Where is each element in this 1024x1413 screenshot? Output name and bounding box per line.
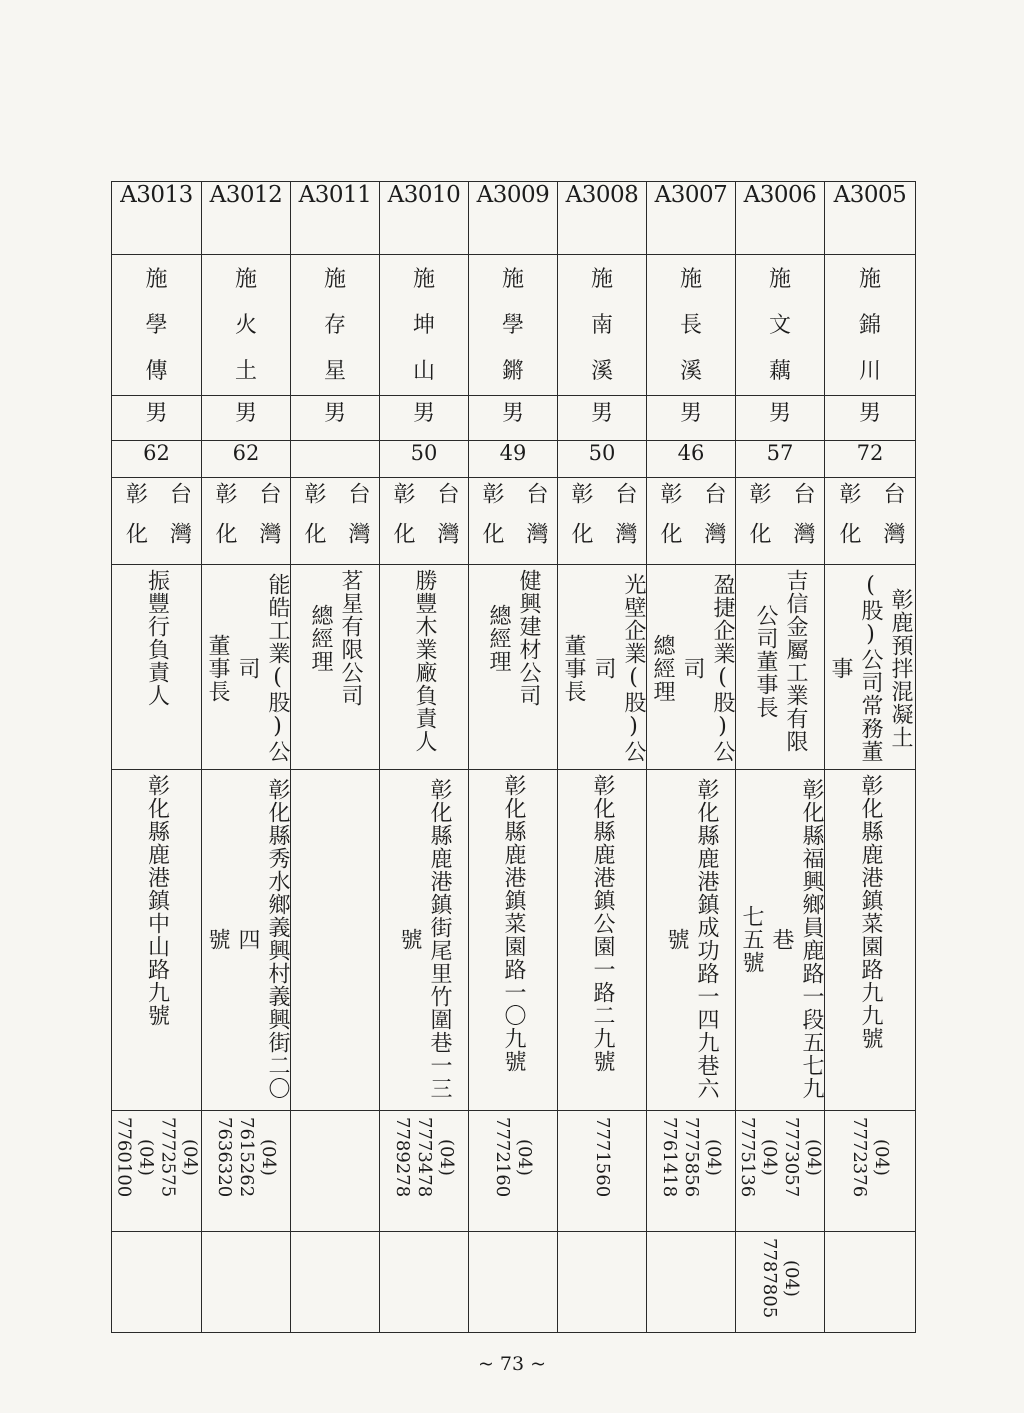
member-age: 57 xyxy=(766,441,794,465)
fax-cell xyxy=(202,1232,291,1333)
origin-cell xyxy=(558,478,647,565)
origin-province: 台灣 xyxy=(880,482,905,562)
origin-province: 台灣 xyxy=(701,482,726,562)
member-sex: 男 xyxy=(501,401,524,426)
member-name xyxy=(202,255,290,395)
member-title: 振豐行負責人 xyxy=(144,569,170,707)
name-char: 施 xyxy=(323,267,346,292)
member-name xyxy=(647,255,735,395)
name-char: 施 xyxy=(768,267,791,292)
origin-columns xyxy=(825,478,915,562)
name-cell xyxy=(112,255,202,396)
member-phone: (04) 7772376 xyxy=(849,1117,892,1198)
origin-county: 彰化 xyxy=(212,482,237,562)
age-cell xyxy=(825,441,916,478)
title-cell xyxy=(647,565,736,770)
origin-cell xyxy=(380,478,469,565)
name-char: 星 xyxy=(323,359,346,384)
name-char: 施 xyxy=(412,267,435,292)
name-cell xyxy=(380,255,469,396)
member-phone: (04) 7772575 (04) 7760100 xyxy=(113,1117,201,1198)
name-char: 施 xyxy=(858,267,881,292)
origin-province: 台灣 xyxy=(256,482,281,562)
origin-province: 台灣 xyxy=(612,482,637,562)
sex-cell xyxy=(291,396,380,441)
member-age: 49 xyxy=(499,441,527,465)
address-cell xyxy=(558,770,647,1111)
fax-cell xyxy=(647,1232,736,1333)
origin-county: 彰化 xyxy=(479,482,504,562)
name-char: 藕 xyxy=(768,359,791,384)
address-cell xyxy=(291,770,380,1111)
sex-cell xyxy=(825,396,916,441)
member-name xyxy=(736,255,824,395)
page-number: ~ 73 ~ xyxy=(477,1353,547,1375)
member-age: 46 xyxy=(677,441,705,465)
title-cell xyxy=(736,565,825,770)
title-row xyxy=(112,565,916,770)
name-cell xyxy=(291,255,380,396)
phone-cell xyxy=(291,1111,380,1232)
origin-county: 彰化 xyxy=(746,482,771,562)
sex-cell xyxy=(380,396,469,441)
member-age: 62 xyxy=(143,441,170,465)
member-address: 彰化縣鹿港鎮公園一路二九號 xyxy=(590,774,615,1073)
fax-cell xyxy=(291,1232,380,1333)
origin-county: 彰化 xyxy=(301,482,326,562)
name-cell xyxy=(647,255,736,396)
origin-cell xyxy=(291,478,380,565)
fax-cell xyxy=(112,1232,202,1333)
fax-cell xyxy=(469,1232,558,1333)
member-id-cell xyxy=(558,182,647,255)
origin-province: 台灣 xyxy=(345,482,370,562)
member-id-cell xyxy=(112,182,202,255)
member-name xyxy=(380,255,468,395)
origin-county: 彰化 xyxy=(657,482,682,562)
member-sex: 男 xyxy=(590,401,613,426)
member-id: A3012 xyxy=(209,182,283,208)
age-cell xyxy=(469,441,558,478)
address-row xyxy=(112,770,916,1111)
member-phone: (04) 7772160 xyxy=(492,1117,535,1198)
member-id: A3009 xyxy=(476,182,550,208)
member-title: 健興建材公司 總經理 xyxy=(486,569,541,707)
title-cell xyxy=(469,565,558,770)
age-cell xyxy=(202,441,291,478)
id-row xyxy=(112,182,916,255)
address-cell xyxy=(825,770,916,1111)
origin-county: 彰化 xyxy=(568,482,593,562)
origin-cell xyxy=(469,478,558,565)
fax-row xyxy=(112,1232,916,1333)
member-title: 茗星有限公司 總經理 xyxy=(308,569,363,707)
member-sex: 男 xyxy=(145,401,168,426)
member-id: A3010 xyxy=(387,182,461,208)
title-cell xyxy=(825,565,916,770)
address-cell xyxy=(647,770,736,1111)
name-char: 南 xyxy=(590,313,613,338)
origin-columns xyxy=(380,478,468,562)
fax-cell xyxy=(825,1232,916,1333)
phone-cell xyxy=(647,1111,736,1232)
origin-province: 台灣 xyxy=(166,482,192,562)
phone-row xyxy=(112,1111,916,1232)
member-id-cell xyxy=(647,182,736,255)
title-cell xyxy=(380,565,469,770)
member-id-cell xyxy=(469,182,558,255)
member-id-cell xyxy=(202,182,291,255)
name-cell xyxy=(469,255,558,396)
origin-columns xyxy=(736,478,824,562)
address-cell xyxy=(380,770,469,1111)
name-cell xyxy=(558,255,647,396)
name-char: 施 xyxy=(501,267,524,292)
origin-county: 彰化 xyxy=(122,482,148,562)
sex-cell xyxy=(558,396,647,441)
origin-columns xyxy=(558,478,646,562)
fax-cell xyxy=(558,1232,647,1333)
name-row xyxy=(112,255,916,396)
phone-cell xyxy=(558,1111,647,1232)
member-table xyxy=(111,181,916,1333)
member-address: 彰化縣福興鄉員鹿路一段五七九巷 七五號 xyxy=(739,778,824,1100)
member-sex: 男 xyxy=(768,401,791,426)
title-cell xyxy=(291,565,380,770)
name-cell xyxy=(202,255,291,396)
member-title: 勝豐木業廠負責人 xyxy=(412,569,437,753)
origin-columns xyxy=(647,478,735,562)
fax-cell xyxy=(380,1232,469,1333)
age-cell xyxy=(112,441,202,478)
name-char: 施 xyxy=(679,267,702,292)
member-sex: 男 xyxy=(858,401,881,426)
member-name xyxy=(558,255,646,395)
sex-cell xyxy=(469,396,558,441)
member-address: 彰化縣鹿港鎮菜園路九九號 xyxy=(858,774,883,1050)
member-title: 能皓工業(股)公司 董事長 xyxy=(205,573,290,763)
origin-cell xyxy=(647,478,736,565)
age-cell xyxy=(736,441,825,478)
name-char: 錦 xyxy=(858,313,881,338)
origin-county: 彰化 xyxy=(836,482,861,562)
name-cell xyxy=(825,255,916,396)
member-address: 彰化縣鹿港鎮中山路九號 xyxy=(144,774,170,1027)
address-cell xyxy=(736,770,825,1111)
member-address: 彰化縣鹿港鎮成功路一四九巷六號 xyxy=(664,778,719,1100)
member-name xyxy=(112,255,201,395)
name-char: 傳 xyxy=(145,359,168,384)
age-cell xyxy=(380,441,469,478)
origin-cell xyxy=(736,478,825,565)
member-address: 彰化縣鹿港鎮街尾里竹圍巷一三號 xyxy=(397,778,452,1100)
member-sex: 男 xyxy=(412,401,435,426)
name-char: 土 xyxy=(234,359,257,384)
name-cell xyxy=(736,255,825,396)
age-cell xyxy=(558,441,647,478)
member-fax: (04) 7787805 xyxy=(759,1238,802,1319)
name-char: 施 xyxy=(145,267,168,292)
member-id: A3013 xyxy=(120,182,193,208)
title-cell xyxy=(202,565,291,770)
member-phone: (04) 7775856 7761418 xyxy=(659,1117,724,1198)
name-char: 施 xyxy=(234,267,257,292)
address-cell xyxy=(202,770,291,1111)
sex-cell xyxy=(202,396,291,441)
address-cell xyxy=(469,770,558,1111)
member-id: A3011 xyxy=(298,182,372,208)
name-char: 川 xyxy=(858,359,881,384)
name-char: 長 xyxy=(679,313,702,338)
member-title: 光壁企業(股)公司 董事長 xyxy=(561,573,646,763)
phone-cell xyxy=(380,1111,469,1232)
age-row xyxy=(112,441,916,478)
name-char: 施 xyxy=(590,267,613,292)
member-id-cell xyxy=(380,182,469,255)
member-id: A3005 xyxy=(833,182,907,208)
member-id-cell xyxy=(825,182,916,255)
member-age: 50 xyxy=(588,441,616,465)
member-id: A3006 xyxy=(743,182,817,208)
phone-cell xyxy=(202,1111,291,1232)
member-address: 彰化縣鹿港鎮菜園路一〇九號 xyxy=(501,774,526,1073)
member-id: A3008 xyxy=(565,182,639,208)
sex-row xyxy=(112,396,916,441)
member-phone: (04) 7615262 7636320 xyxy=(214,1117,279,1198)
sex-cell xyxy=(647,396,736,441)
name-char: 存 xyxy=(323,313,346,338)
title-cell xyxy=(558,565,647,770)
member-sex: 男 xyxy=(234,401,257,426)
name-char: 坤 xyxy=(412,313,435,338)
phone-cell xyxy=(736,1111,825,1232)
member-phone: (04) 7773478 7789278 xyxy=(392,1117,457,1198)
phone-cell xyxy=(469,1111,558,1232)
member-address: 彰化縣秀水鄉義興村義興街二〇四 號 xyxy=(205,778,290,1100)
fax-cell xyxy=(736,1232,825,1333)
origin-county: 彰化 xyxy=(390,482,415,562)
origin-province: 台灣 xyxy=(790,482,815,562)
origin-columns xyxy=(202,478,290,562)
member-name xyxy=(825,255,915,395)
sex-cell xyxy=(736,396,825,441)
age-cell xyxy=(291,441,380,478)
member-title: 盈捷企業(股)公司 總經理 xyxy=(650,573,735,763)
origin-columns xyxy=(291,478,379,562)
member-sex: 男 xyxy=(323,401,346,426)
member-phone: 7771560 xyxy=(592,1117,613,1198)
address-cell xyxy=(112,770,202,1111)
phone-cell xyxy=(825,1111,916,1232)
member-name xyxy=(291,255,379,395)
member-id-cell xyxy=(736,182,825,255)
phone-cell xyxy=(112,1111,202,1232)
member-sex: 男 xyxy=(679,401,702,426)
origin-province: 台灣 xyxy=(523,482,548,562)
name-char: 溪 xyxy=(590,359,613,384)
name-char: 山 xyxy=(412,359,435,384)
origin-cell xyxy=(825,478,916,565)
origin-columns xyxy=(112,478,201,562)
name-char: 溪 xyxy=(679,359,702,384)
origin-cell xyxy=(112,478,202,565)
name-char: 文 xyxy=(768,313,791,338)
member-id: A3007 xyxy=(654,182,728,208)
origin-cell xyxy=(202,478,291,565)
name-char: 學 xyxy=(145,313,168,338)
member-age: 50 xyxy=(410,441,438,465)
member-phone: (04) 7773057 (04) 7775136 xyxy=(737,1117,824,1198)
name-char: 火 xyxy=(234,313,257,338)
origin-row xyxy=(112,478,916,565)
name-char: 學 xyxy=(501,313,524,338)
sex-cell xyxy=(112,396,202,441)
origin-columns xyxy=(469,478,557,562)
member-id-cell xyxy=(291,182,380,255)
name-char: 鏘 xyxy=(501,359,524,384)
member-age: 62 xyxy=(232,441,260,465)
origin-province: 台灣 xyxy=(434,482,459,562)
member-title: 彰鹿預拌混凝土 (股)公司常務董事 xyxy=(828,573,913,763)
member-age: 72 xyxy=(856,441,884,465)
title-cell xyxy=(112,565,202,770)
member-name xyxy=(469,255,557,395)
member-title: 吉信金屬工業有限 公司董事長 xyxy=(753,569,808,753)
age-cell xyxy=(647,441,736,478)
